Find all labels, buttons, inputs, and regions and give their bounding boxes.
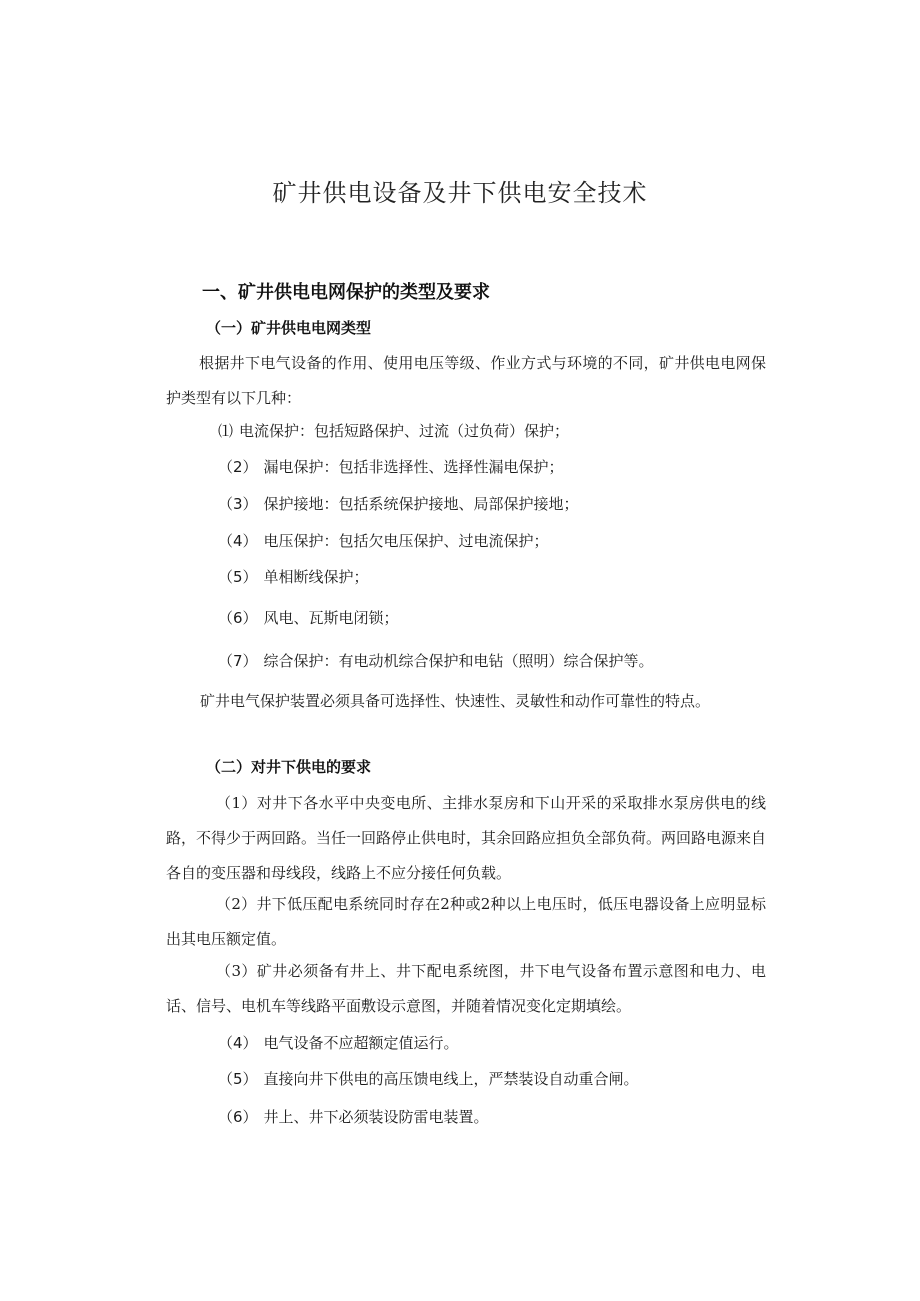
document-title: 矿井供电设备及井下供电安全技术: [272, 179, 648, 207]
list-item: [218, 1030, 459, 1056]
subsection-heading-1: （一）矿井供电电网类型: [206, 319, 372, 337]
list-item-text: 保护接地：包括系统保护接地、局部保护接地；: [263, 495, 579, 513]
requirement-paragraph: （3）矿井必须备有井上、井下配电系统图，井下电气设备布置示意图和电力、电话、信号、电机车等线路平面敷设示意图，并随着情况变化定期填绘。: [166, 962, 766, 1015]
list-item-number: （4）: [218, 1034, 258, 1052]
closing-paragraph: 矿井电气保护装置必须具备可选择性、快速性、灵敏性和动作可靠性的特点。: [200, 692, 711, 710]
subsection-heading-2: （二）对井下供电的要求: [206, 758, 372, 776]
list-item: [218, 605, 399, 631]
list-item-number: （5）: [218, 568, 258, 586]
list-item-text: 井上、井下必须装设防雷电装置。: [263, 1108, 489, 1126]
requirement-paragraph: （1）对井下各水平中央变电所、主排水泵房和下山开采的采取排水泵房供电的线路，不得少于两回路。当任一回路停止供电时，其余回路应担负全部负荷。两回路电源来自各自的变压器和母线段，线路上不应分接任何负载。: [166, 794, 767, 882]
list-item: [218, 1066, 639, 1092]
list-item-number: （3）: [218, 495, 258, 513]
list-item: [218, 491, 579, 517]
list-item-text: 电流保护：包括短路保护、过流（过负荷）保护；: [239, 422, 570, 440]
list-item: [218, 528, 549, 554]
list-item-number: （7）: [218, 652, 258, 670]
list-item-number: （2）: [218, 458, 258, 476]
intro-paragraph: 根据井下电气设备的作用、使用电压等级、作业方式与环境的不同，矿井供电电网保护类型有以下几种：: [166, 354, 766, 407]
list-item-number: （6）: [218, 609, 258, 627]
list-item-number: （5）: [218, 1070, 258, 1088]
list-item: [218, 564, 369, 590]
requirement-paragraph: （2）井下低压配电系统同时存在2种或2种以上电压时，低压电器设备上应明显标出其电压额定值。: [166, 895, 766, 948]
list-item-text: 漏电保护：包括非选择性、选择性漏电保护；: [263, 458, 564, 476]
list-item-number: （4）: [218, 532, 258, 550]
list-item-text: 风电、瓦斯电闭锁；: [263, 609, 399, 627]
list-item-text: 单相断线保护；: [263, 568, 369, 586]
list-item: [218, 454, 564, 480]
section-heading-1: 一、矿井供电电网保护的类型及要求: [202, 282, 490, 303]
list-item-text: 直接向井下供电的高压馈电线上，严禁装设自动重合闸。: [263, 1070, 639, 1088]
list-item-text: 综合保护：有电动机综合保护和电钻（照明）综合保护等。: [263, 652, 654, 670]
list-item: [218, 648, 654, 674]
list-item: [218, 418, 569, 444]
list-item: [218, 1104, 489, 1130]
list-item-number: ⑴: [218, 422, 234, 440]
list-item-text: 电气设备不应超额定值运行。: [263, 1034, 459, 1052]
list-item-number: （6）: [218, 1108, 258, 1126]
list-item-text: 电压保护：包括欠电压保护、过电流保护；: [263, 532, 549, 550]
